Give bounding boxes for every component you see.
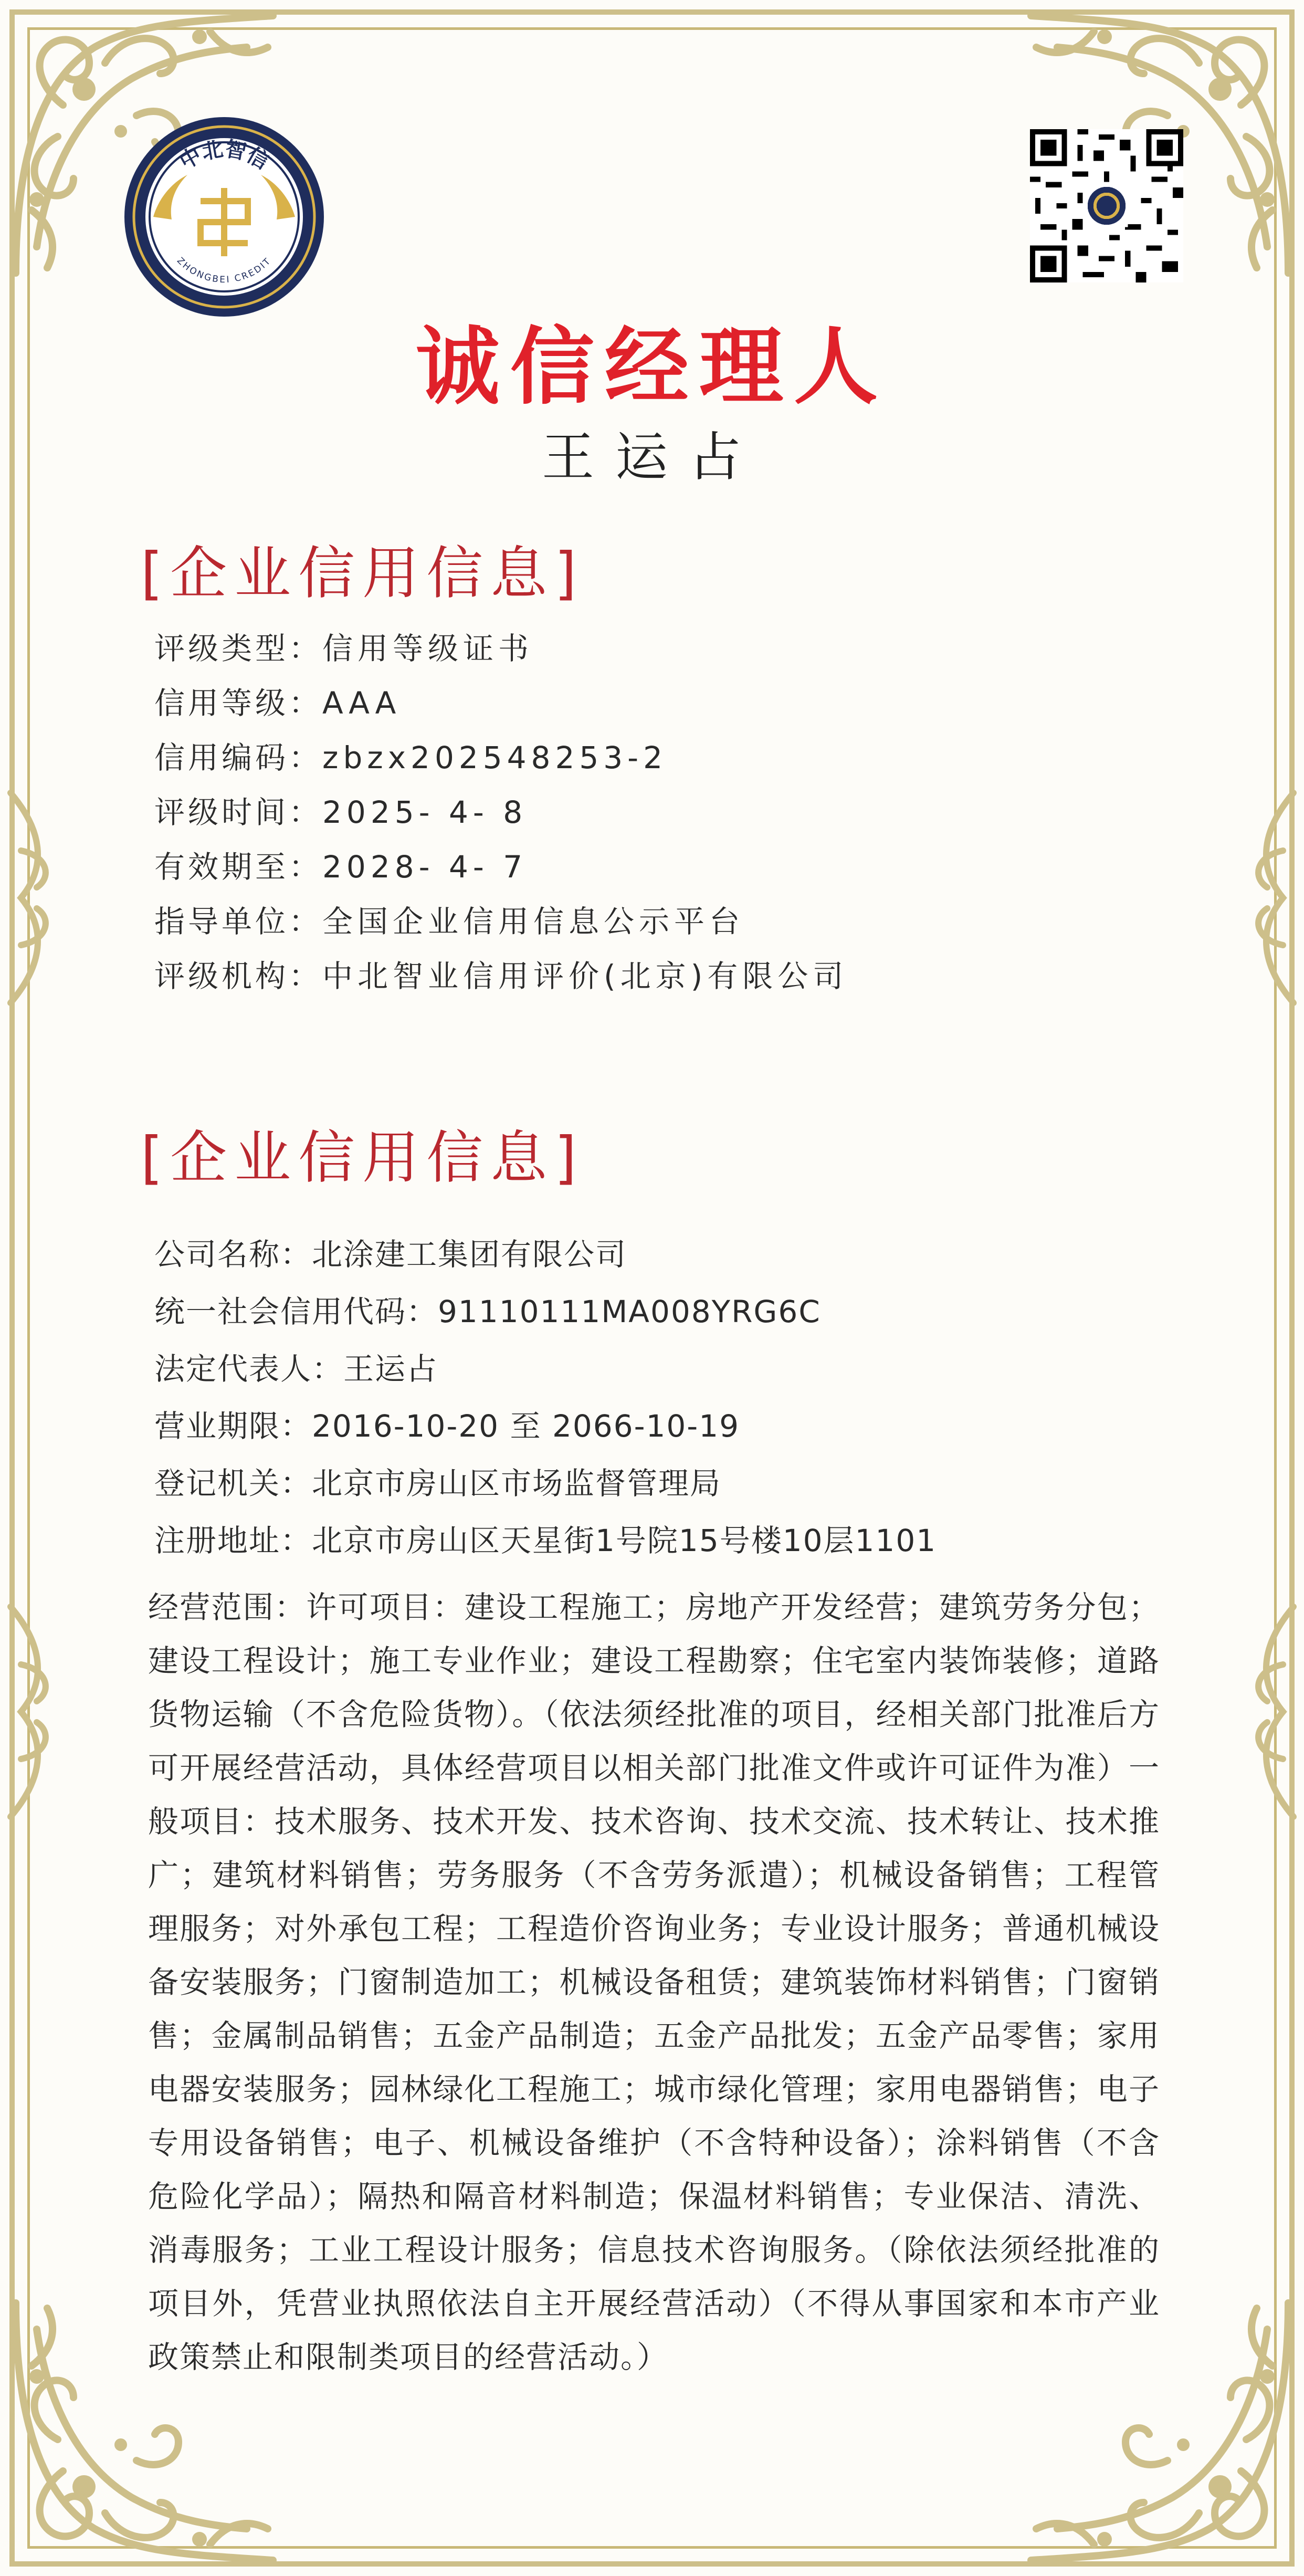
row-value: 2028- 4- 7: [322, 849, 528, 885]
row-value: 北京市房山区天星街1号院15号楼10层1101: [312, 1523, 937, 1558]
company-info-list: [154, 1226, 937, 1569]
row-label: 营业期限：: [154, 1408, 312, 1444]
info-row-rating-date: [154, 785, 848, 840]
info-row-credit-code: [154, 1283, 937, 1341]
row-value: 2016-10-20 至 2066-10-19: [312, 1408, 740, 1444]
info-row-rating-agency: [154, 949, 848, 1003]
row-value: 王运占: [343, 1351, 438, 1387]
info-row-credit-code: [154, 730, 848, 785]
info-row-rating-type: [154, 621, 848, 676]
row-value: 北京市房山区市场监督管理局: [312, 1465, 722, 1501]
row-label: 登记机关：: [154, 1465, 312, 1501]
row-value: 91110111MA008YRG6C: [438, 1294, 821, 1329]
person-name: 王运占: [542, 426, 762, 488]
credit-info-list: [154, 621, 848, 1003]
row-label: 公司名称：: [154, 1237, 312, 1272]
side-ornament-icon: [1241, 788, 1304, 1008]
side-ornament-icon: [0, 1601, 63, 1822]
info-row-legal-rep: [154, 1341, 937, 1398]
side-ornament-icon: [0, 788, 63, 1008]
row-value: AAA: [322, 685, 401, 721]
qr-code: [1030, 129, 1183, 282]
row-label: 评级机构：: [154, 958, 323, 994]
company-logo: [122, 114, 327, 319]
section-title: [企业信用信息]: [141, 541, 584, 606]
row-label: 注册地址：: [154, 1523, 312, 1558]
row-value: 北涂建工集团有限公司: [312, 1237, 627, 1272]
info-row-guiding-unit: [154, 894, 848, 949]
row-value: 全国企业信用信息公示平台: [322, 904, 745, 939]
info-row-valid-until: [154, 840, 848, 894]
certificate-title: 诚信经理人: [415, 317, 888, 416]
row-label: 评级类型：: [154, 631, 323, 666]
row-value: 2025- 4- 8: [322, 794, 528, 830]
row-label: 有效期至：: [154, 849, 323, 885]
side-ornament-icon: [1241, 1601, 1304, 1822]
row-label: 信用等级：: [154, 685, 323, 721]
row-label: 指导单位：: [154, 904, 323, 939]
row-label: 统一社会信用代码：: [154, 1294, 438, 1329]
row-value: zbzx202548253-2: [322, 740, 667, 776]
svg-text:ZHONGBEI CREDIT: ZHONGBEI CREDIT: [174, 255, 274, 286]
info-row-credit-level: [154, 676, 848, 730]
svg-text:中北智信: 中北智信: [175, 136, 274, 174]
row-value: 中北智业信用评价(北京)有限公司: [322, 958, 848, 994]
row-label: 评级时间：: [154, 794, 323, 830]
info-row-registered-address: [154, 1512, 937, 1569]
row-label: 法定代表人：: [154, 1351, 344, 1387]
info-row-business-term: [154, 1398, 937, 1455]
info-row-registration-authority: [154, 1455, 937, 1512]
row-label: 信用编码：: [154, 740, 323, 776]
section-title: [企业信用信息]: [141, 1125, 584, 1191]
info-row-company-name: [154, 1226, 937, 1283]
business-scope: 经营范围：许可项目：建设工程施工；房地产开发经营；建筑劳务分包；建设工程设计；施工专业作业；建设工程勘察；住宅室内装饰装修；道路货物运输（不含危险货物）。（依法须经批准的项目，经相关部门批准后方可开展经营活动，具体经营项目以相关部门批准文件或许可证件为准）一般项目：技术服务、技术开发、技术咨询、技术交流、技术转让、技术推广；建筑材料销售；劳务服务（不含劳务派遣）；机械设备销售；工程管理服务；对外承包工程；工程造价咨询业务；专业设计服务；普通机械设备安装服务；门窗制造加工；机械设备租赁；建筑装饰材料销售；门窗销售；金属制品销售；五金产品制造；五金产品批发；五金产品零售；家用电器安装服务；园林绿化工程施工；城市绿化管理；家用电器销售；电子专用设备销售；电子、机械设备维护（不含特种设备）；涂料销售（不含危险化学品）；隔热和隔音材料制造；保温材料销售；专业保洁、清洗、消毒服务；工业工程设计服务；信息技术咨询服务。（除依法须经批准的项目外，凭营业执照依法自主开展经营活动）（不得从事国家和本市产业政策禁止和限制类项目的经营活动。）: [148, 1589, 1160, 2375]
row-value: 信用等级证书: [322, 631, 534, 666]
